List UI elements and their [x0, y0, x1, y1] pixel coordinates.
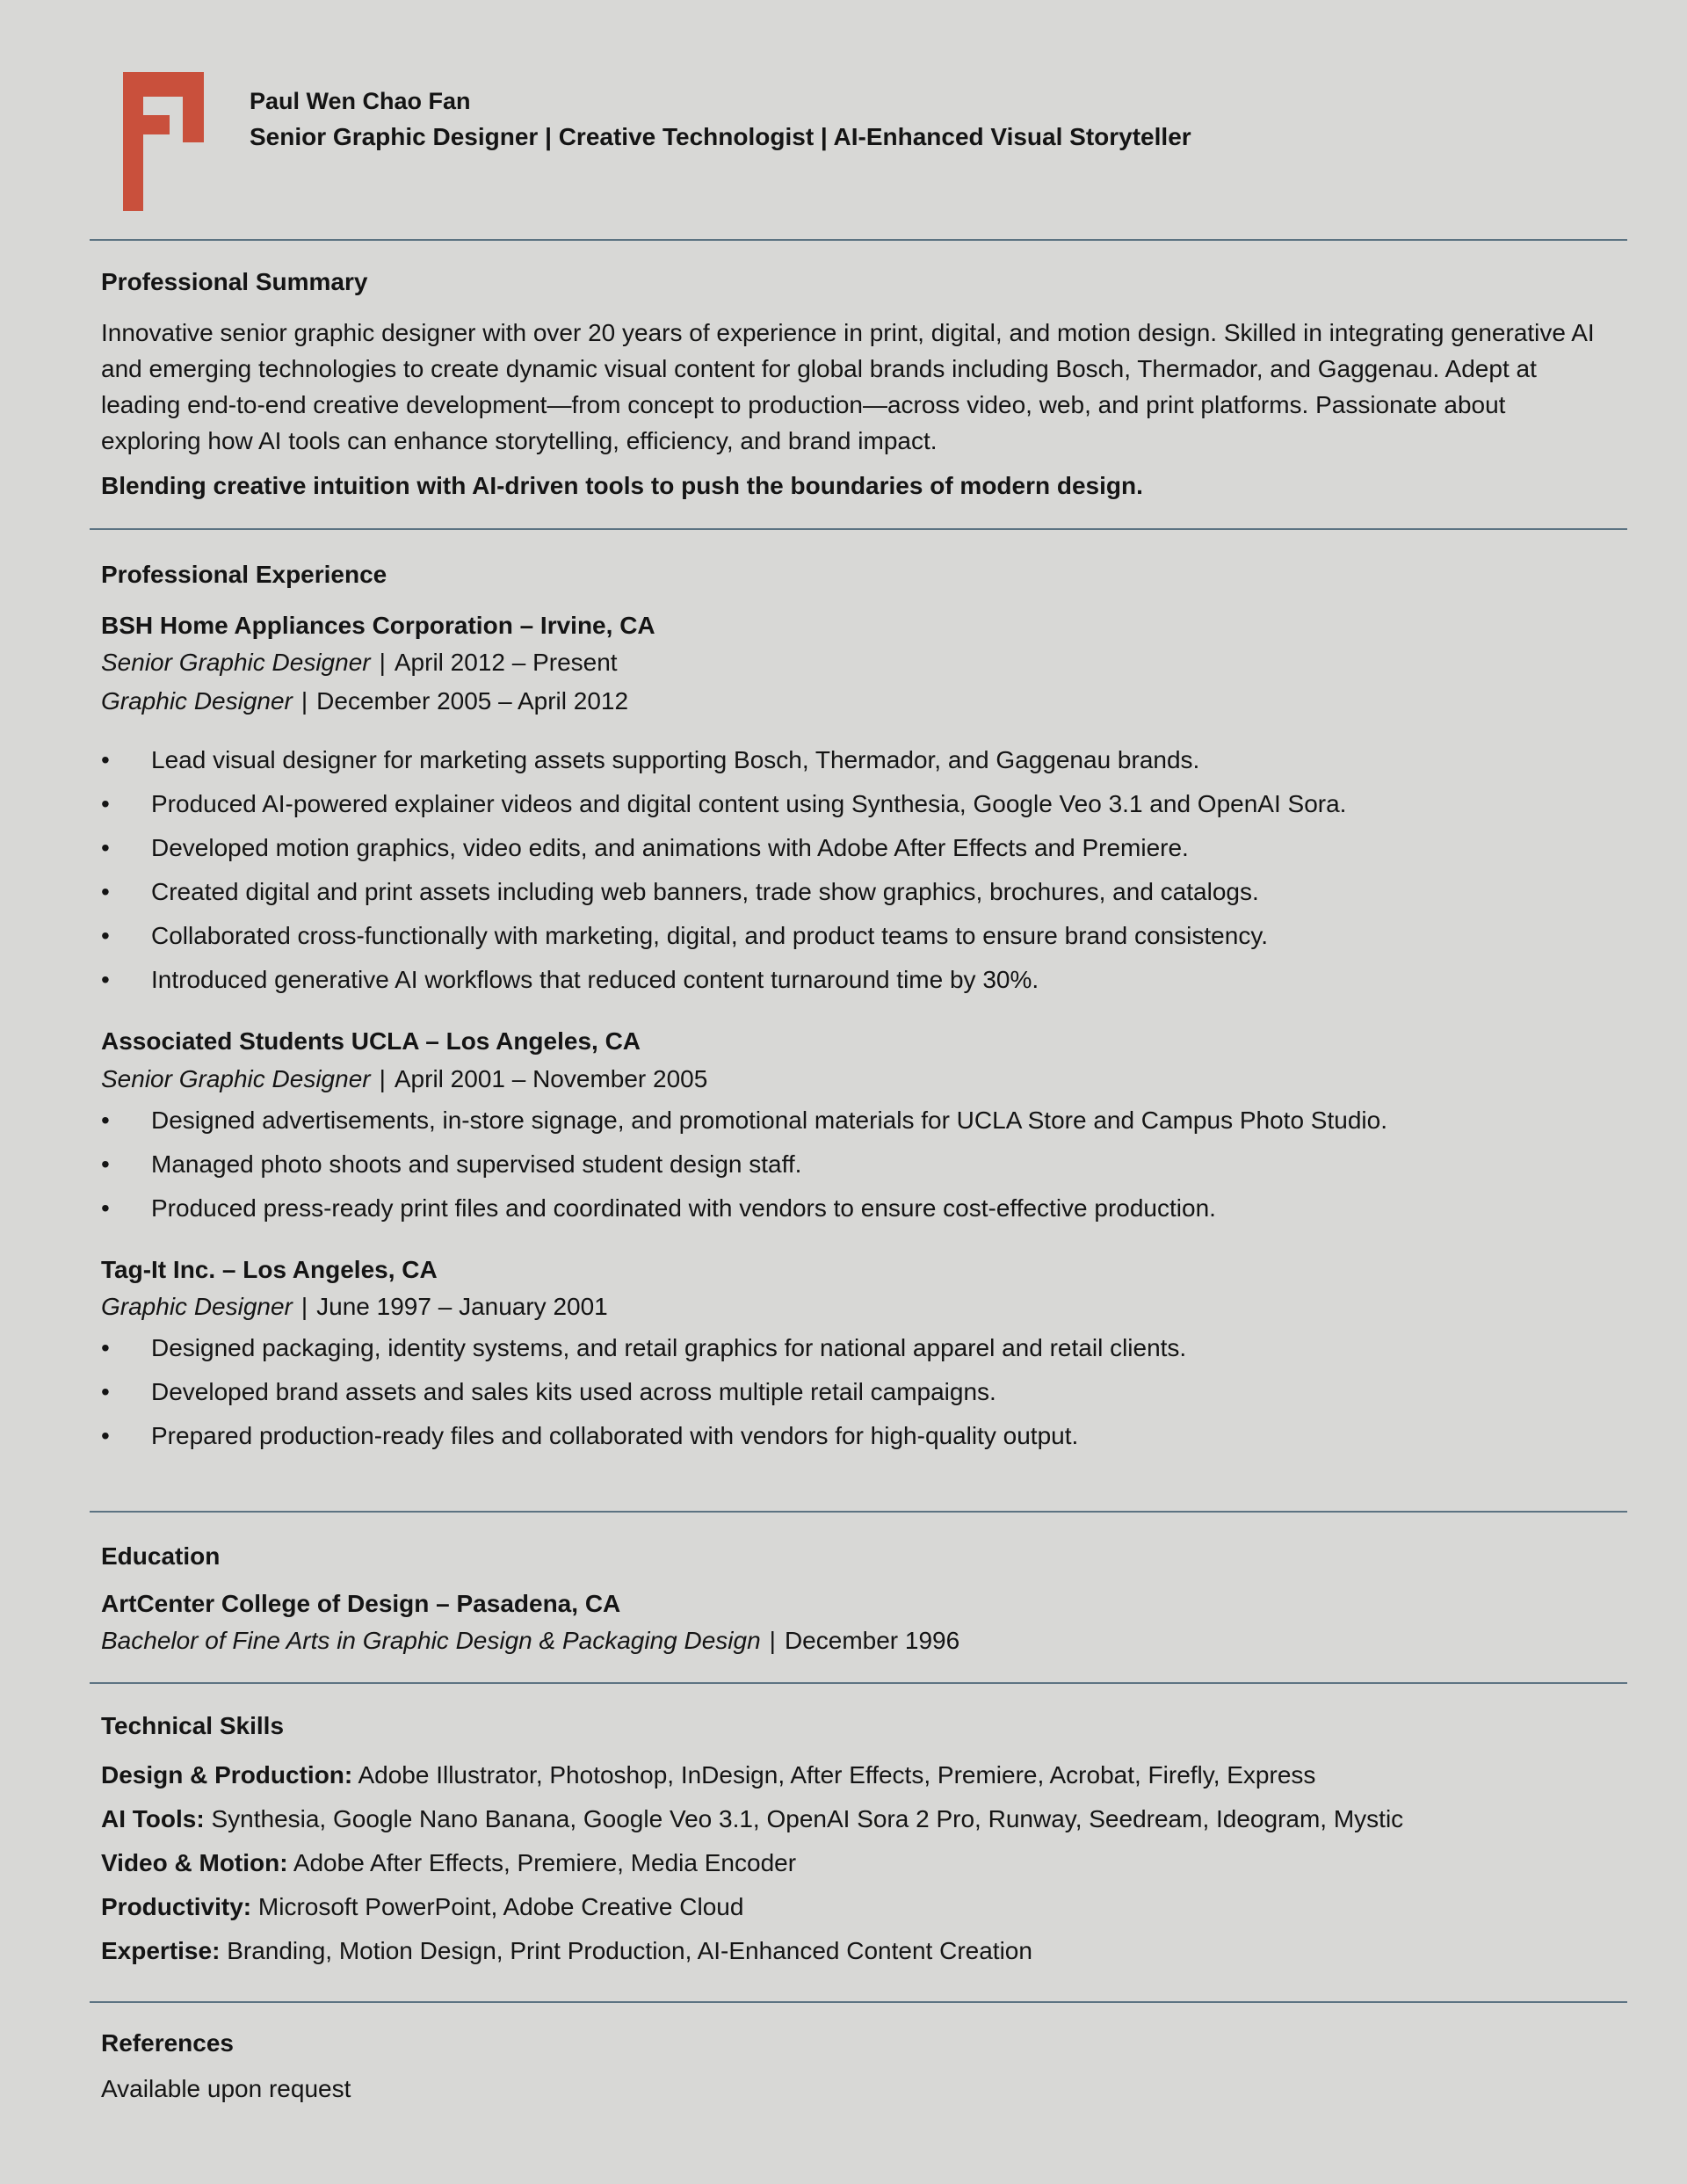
bullet-mark: •: [101, 966, 110, 994]
job-entry: [101, 1255, 1595, 1459]
bullet-mark: •: [101, 1422, 110, 1450]
job-bullets: [101, 1099, 1595, 1230]
bullet-mark: •: [101, 790, 110, 818]
skill-label: Design & Production:: [101, 1760, 353, 1789]
candidate-name: Paul Wen Chao Fan: [250, 88, 471, 114]
references-section: [101, 2028, 1595, 2107]
skill-row: [101, 1929, 1595, 1973]
role-separator: |: [379, 649, 386, 677]
bullet-item: [101, 782, 1595, 826]
job-org: BSH Home Appliances Corporation – Irvine, CA: [101, 611, 655, 639]
skill-label: Expertise:: [101, 1936, 221, 1964]
bullet-text: Managed photo shoots and supervised student design staff.: [151, 1150, 802, 1178]
bullet-text: Introduced generative AI workflows that reduced content turnaround time by 30%.: [151, 966, 1039, 994]
role-title: Graphic Designer: [101, 1293, 293, 1321]
education-date: December 1996: [784, 1627, 960, 1655]
job-org: Tag-It Inc. – Los Angeles, CA: [101, 1255, 438, 1283]
bullet-item: [101, 1414, 1595, 1458]
bullet-mark: •: [101, 1106, 110, 1134]
section-title-summary: Professional Summary: [101, 268, 368, 295]
job-org: Associated Students UCLA – Los Angeles, CA: [101, 1027, 641, 1056]
bullet-text: Developed motion graphics, video edits, and animations with Adobe After Effects and Premiere.: [151, 834, 1189, 862]
role-title: Graphic Designer: [101, 687, 293, 715]
bullet-mark: •: [101, 1194, 110, 1222]
skill-label: Productivity:: [101, 1892, 252, 1920]
bullet-text: Created digital and print assets including web banners, trade show graphics, brochures, and catalogs.: [151, 878, 1259, 906]
section-divider: [90, 1682, 1627, 1684]
job-role: [101, 1060, 1595, 1099]
education-degree-line: [101, 1622, 1595, 1660]
education-school: ArtCenter College of Design – Pasadena, CA: [101, 1589, 621, 1617]
bullet-text: Produced AI-powered explainer videos and digital content using Synthesia, Google Veo 3.1 and OpenAI Sora.: [151, 790, 1347, 818]
summary-text: Innovative senior graphic designer with over 20 years of experience in print, digital, and motion design. Skilled in integrating generative AI and emerging technologies to create dynamic visual content for global brands including Bosch, Thermador, and Gaggenau. Adept at leading end-to-end creative development—from concept to production—across video, web, and print platforms. Passionate about exploring how AI tools can enhance storytelling, efficiency, and brand impact.: [101, 318, 1595, 454]
section-divider: [90, 528, 1627, 530]
role-title: Senior Graphic Designer: [101, 1064, 371, 1092]
bullet-mark: •: [101, 1150, 110, 1178]
job-role: [101, 643, 1595, 682]
bullet-item: [101, 958, 1595, 1002]
section-title-education: Education: [101, 1542, 221, 1570]
role-dates: April 2001 – November 2005: [394, 1064, 708, 1092]
job-role: [101, 682, 1595, 721]
bullet-mark: •: [101, 1378, 110, 1406]
bullet-mark: •: [101, 878, 110, 906]
skill-value: Adobe After Effects, Premiere, Media Encoder: [293, 1848, 797, 1876]
bullet-text: Lead visual designer for marketing assets supporting Bosch, Thermador, and Gaggenau brands.: [151, 746, 1200, 774]
bullet-text: Collaborated cross-functionally with marketing, digital, and product teams to ensure brand consistency.: [151, 922, 1269, 950]
bullet-mark: •: [101, 746, 110, 774]
bullet-text: Developed brand assets and sales kits used across multiple retail campaigns.: [151, 1378, 996, 1406]
role-separator: |: [379, 1064, 386, 1092]
bullet-item: [101, 1370, 1595, 1414]
role-dates: June 1997 – January 2001: [316, 1293, 608, 1321]
education-degree: Bachelor of Fine Arts in Graphic Design & Packaging Design: [101, 1627, 761, 1655]
fan-monogram-logo: [123, 72, 204, 211]
bullet-mark: •: [101, 922, 110, 950]
skill-label: AI Tools:: [101, 1804, 205, 1832]
bullet-item: [101, 1186, 1595, 1230]
education-section: [101, 1542, 1595, 1660]
section-divider: [90, 2001, 1627, 2003]
bullet-text: Prepared production-ready files and collaborated with vendors for high-quality output.: [151, 1422, 1079, 1450]
summary-section: [101, 267, 1595, 500]
skill-row: [101, 1753, 1595, 1797]
skill-row: [101, 1885, 1595, 1929]
skills-list: [101, 1753, 1595, 1973]
bullet-item: [101, 1099, 1595, 1143]
skill-label: Video & Motion:: [101, 1848, 288, 1876]
role-separator: |: [769, 1627, 776, 1655]
role-dates: April 2012 – Present: [394, 649, 618, 677]
job-bullets: [101, 738, 1595, 1002]
bullet-item: [101, 870, 1595, 914]
role-dates: December 2005 – April 2012: [316, 687, 629, 715]
role-separator: |: [300, 687, 308, 715]
job-bullets: [101, 1326, 1595, 1458]
skill-value: Synthesia, Google Nano Banana, Google Veo 3.1, OpenAI Sora 2 Pro, Runway, Seedream, Ideogram, Mystic: [211, 1804, 1404, 1832]
section-title-skills: Technical Skills: [101, 1712, 285, 1739]
bullet-item: [101, 914, 1595, 958]
references-text: Available upon request: [101, 2074, 351, 2102]
bullet-mark: •: [101, 834, 110, 862]
skill-row: [101, 1841, 1595, 1885]
resume-header: [123, 72, 1617, 213]
role-title: Senior Graphic Designer: [101, 649, 371, 677]
bullet-item: [101, 738, 1595, 782]
bullet-mark: •: [101, 1334, 110, 1362]
bullet-text: Produced press-ready print files and coordinated with vendors to ensure cost-effective production.: [151, 1194, 1216, 1222]
job-entry: [101, 611, 1595, 1003]
role-separator: |: [300, 1293, 308, 1321]
section-divider: [90, 1511, 1627, 1513]
bullet-item: [101, 826, 1595, 870]
job-entry: [101, 1027, 1595, 1230]
skill-row: [101, 1797, 1595, 1841]
skill-value: Microsoft PowerPoint, Adobe Creative Cloud: [257, 1892, 744, 1920]
experience-section: [101, 560, 1595, 1458]
section-divider: [90, 239, 1627, 241]
bullet-item: [101, 1326, 1595, 1370]
summary-tagline: Blending creative intuition with AI-driven tools to push the boundaries of modern design.: [101, 471, 1143, 499]
skills-section: [101, 1711, 1595, 1973]
logo-bar-mark: [143, 115, 170, 134]
candidate-tagline: Senior Graphic Designer | Creative Technologist | AI-Enhanced Visual Storyteller: [250, 123, 1191, 150]
bullet-text: Designed packaging, identity systems, and retail graphics for national apparel and retail clients.: [151, 1334, 1187, 1362]
bullet-item: [101, 1143, 1595, 1186]
section-title-references: References: [101, 2029, 234, 2057]
bullet-text: Designed advertisements, in-store signage, and promotional materials for UCLA Store and Campus Photo Studio.: [151, 1106, 1387, 1134]
section-title-experience: Professional Experience: [101, 561, 387, 588]
skill-value: Branding, Motion Design, Print Production, AI-Enhanced Content Creation: [227, 1936, 1032, 1964]
skill-value: Adobe Illustrator, Photoshop, InDesign, After Effects, Premiere, Acrobat, Firefly, Express: [358, 1760, 1316, 1789]
job-role: [101, 1288, 1595, 1326]
